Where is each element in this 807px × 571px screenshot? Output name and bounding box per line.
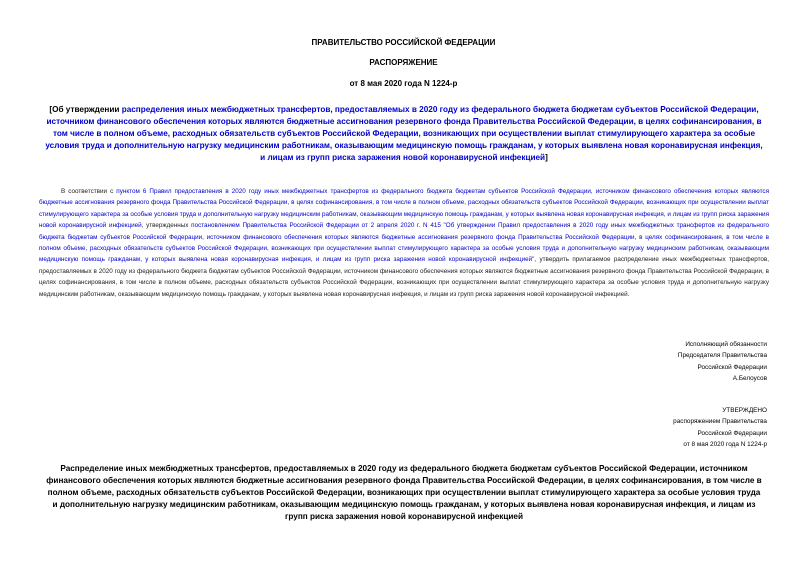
rules-link[interactable]: пунктом 6 Правил предоставления в 2020 году иных межбюджетных трансфертов из федерального бюджета бюджетам субъектов Российской Федерации, источником финансового обеспечения которых являются бюджетные ассигнования резервного фонда Правительства Российской Федерации, в целях софинансирования, в том числе в полном объеме, расходных обязательств субъектов Российской Федерации, возникающих при осуществлении выплат стимулирующего характера за особые условия труда и дополнительную нагрузку медицинским работникам, оказывающим медицинскую помощь гражданам, у которых выявлена новая коронавирусная инфекция, и лицам из групп риска заражения новой коронавирусной инфекцией (39, 188, 769, 230)
body-text-end: , утвердить прилагаемое распределение иных межбюджетных трансфертов, предоставляемых в 2020 году из федерального бюджета бюджетам субъектов Российской Федерации, источником финансового обеспечения которых являются бюджетные ассигнования резервного фонда Правительства Российской Федерации, в целях софинансирования, в том числе в полном объеме, расходных обязательств субъектов Российской Федерации, возникающих при осуществлении выплат стимулирующего характера за особые условия труда и дополнительную нагрузку медицинским работникам, оказывающим медицинскую помощь гражданам, у которых выявлена новая коронавирусная инфекция, и лицам из групп риска заражения новой коронавирусной инфекцией. (39, 256, 770, 298)
title-prefix: [Об утверждении (49, 105, 122, 114)
title-close-bracket: ] (545, 153, 548, 162)
annex-title: Распределение иных межбюджетных трансфертов, предоставляемых в 2020 году из федерального бюджета бюджетам субъектов Российской Федерации, источником финансового обеспечения которых являются бюджетные ассигнования резервного фонда Правительства Российской Федерации, в целях софинансирования, в том числе в полном объеме, расходных обязательств субъектов Российской Федерации, возникающих при осуществлении выплат стимулирующего характера за особые условия труда и дополнительную нагрузку медицинским работникам, оказывающим медицинскую помощь гражданам, у которых выявлена новая коронавирусная инфекция, и лицам из групп риска заражения новой коронавирусной инфекцией (46, 464, 762, 521)
body-paragraph (39, 186, 769, 300)
body-text-mid: , утвержденных (141, 222, 192, 230)
title-link[interactable]: распределения иных межбюджетных трансфертов, предоставляемых в 2020 году из федерального бюджета бюджетам субъектов Российской Федерации, источником финансового обеспечения которых являются бюджетные ассигнования резервного фонда Правительства Российской Федерации, в целях софинансирования, в том числе в полном объеме, расходных обязательств субъектов Российской Федерации, возникающих при осуществлении выплат стимулирующего характера за особые условия труда и дополнительную нагрузку медицинским работникам, оказывающим медицинскую помощь гражданам, у которых выявлена новая коронавирусная инфекция, и лицам из групп риска заражения новой коронавирусной инфекцией (45, 105, 763, 162)
body-text-start: В соответствии с (61, 188, 117, 195)
signature-block (517, 339, 767, 385)
signature-line: Российской Федерации (697, 363, 767, 371)
approval-line: Российской Федерации (697, 429, 767, 437)
signatory-name: А.Белоусов (732, 375, 767, 383)
approval-line: распоряжением Правительства (673, 418, 767, 426)
government-heading: ПРАВИТЕЛЬСТВО РОССИЙСКОЙ ФЕДЕРАЦИИ (311, 38, 496, 47)
resolution-link[interactable]: постановлением Правительства Российской Федерации от 2 апреля 2020 г. N 415 "Об утверждении Правил предоставления в 2020 году иных межбюджетных трансфертов из федерального бюджета бюджетам субъектов Российской Федерации, источником финансового обеспечения которых являются бюджетные ассигнования резервного фонда Правительства Российской Федерации, в целях софинансирования, в том числе в полном объеме, расходных обязательств субъектов Российской Федерации, возникающих при осуществлении выплат стимулирующего характера за особые условия труда и дополнительную нагрузку медицинским работникам, оказывающим медицинскую помощь гражданам, у которых выявлена новая коронавирусная инфекция, и лицам из групп риска заражения новой коронавирусной инфекцией" (39, 222, 770, 264)
approval-date: от 8 мая 2020 года N 1224-р (683, 441, 767, 449)
approval-heading: УТВЕРЖДЕНО (722, 407, 767, 414)
signature-line: Председателя Правительства (677, 352, 767, 360)
approval-block (517, 405, 767, 451)
document-date-number: от 8 мая 2020 года N 1224-р (349, 79, 458, 88)
document-type-heading: РАСПОРЯЖЕНИЕ (369, 58, 438, 67)
document-title (44, 104, 764, 164)
signature-line: Исполняющий обязанности (685, 341, 767, 348)
